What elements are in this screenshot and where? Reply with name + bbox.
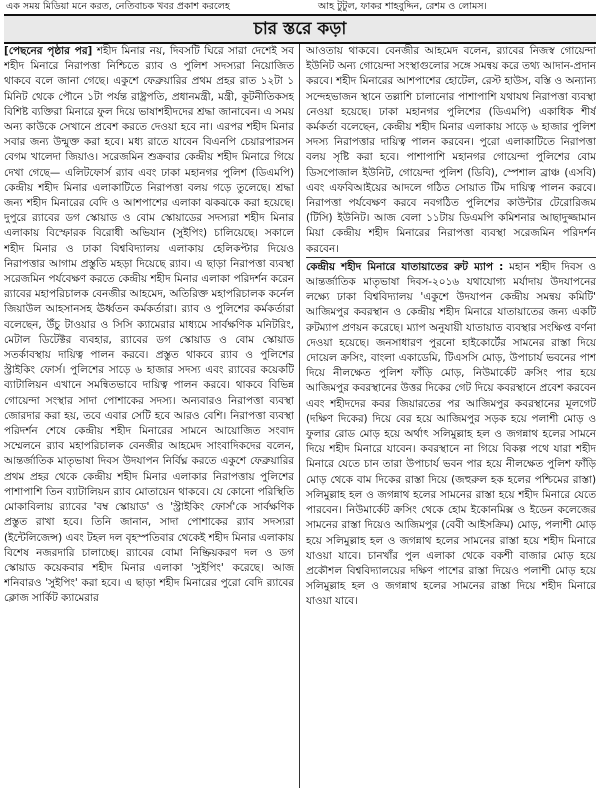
continued-tag: [পেছনের পৃষ্ঠার পর] [4,45,93,57]
left-paragraph [4,44,294,607]
article-right-column [306,44,596,790]
right-paragraph-1: আওতায় থাকবে। বেনজীর আহমেদ বলেন, র‌্যাবের নিজস্ব গোয়েন্দা ইউনিট অন্য গোয়েন্দা সংস্থাগুলোর সঙ্গে সমন্বয় করে তথ্য আদান-প্রদান করবে। শহীদ মিনারের আশপাশের হোটেল, রেস্ট হাউস, বস্তি ও অন্যান্য সন্দেহভাজন স্থানে তল্লাশি চালানোর পাশাপাশি যথাযথ নিরাপত্তা ব্যবস্থা নেওয়া হয়েছে। ঢাকা মহানগর পুলিশের (ডিএমপি) একাধিক শীর্ষ কর্মকর্তা বলেছেন, কেন্দ্রীয় শহীদ মিনার এলাকায় সাড়ে ৬ হাজার পুলিশ সদস্য নিরাপত্তার দায়িত্ব পালন করবেন। পুরো এলাকাটিতে নিরাপত্তা বলয় সৃষ্টি করা হবে। পাশাপাশি মহানগর গোয়েন্দা পুলিশের বোম ডিসপোজাল ইউনিট, গোয়েন্দা পুলিশ (ডিবি), স্পেশাল ব্রাঞ্চ (এসবি) এবং এফবিআইয়ের আদলে গঠিত সোয়াত টিম দায়িত্ব পালন করবে। নিরাপত্তা পর্যবেক্ষণ করবে নবগঠিত পুলিশের কাউন্টার টেরোরিজম (টিসি) ইউনিট। আজ বেলা ১১টায় ডিএমপি কমিশনার আছাদুজ্জামান মিয়া কেন্দ্রীয় শহীদ মিনারের নিরাপত্তা ব্যবস্থা সরেজমিন পরিদর্শন করবেন। [306,45,596,255]
column-divider [299,44,300,788]
route-map-subheading: কেন্দ্রীয় শহীদ মিনারে যাতায়াতের রুট ম্যাপ : [306,260,504,273]
top-strip-left-text: এক সময় মিডিয়া মনে করত, নেতিবাচক খবর প্রকাশ করলেহ [6,1,230,12]
headline: চার স্তরে কড়া [253,19,347,39]
article-left-column [4,44,294,790]
top-strip-right-text: আহ টুটুল, ফাকর শাহবুদ্দিন, রেশম ও লোমস। [318,1,487,12]
left-body-text: শহীদ মিনার নয়, দিবসটি ঘিরে সারা দেশেই সব শহীদ মিনারে নিরাপত্তা নিশ্চিতে র‌্যাব ও পুলিশ সদস্যরা নিয়োজিত থাকবে বলে জানা গেছে। একুশে ফেব্রুয়ারির প্রথম প্রহর রাত ১২টা ১ মিনিট থেকে পৌনে ১টা পর্যন্ত রাষ্ট্রপতি, প্রধানমন্ত্রী, মন্ত্রী, কূটনীতিকসহ বিশিষ্ট ব্যক্তিরা মিনারে ফুল দিয়ে ভাষাশহীদদের শ্রদ্ধা জানাবেন। এ সময় অন্য কাউকে সেখানে প্রবেশ করতে দেওয়া হবে না। এরপর শহীদ মিনার সবার জন্য উন্মুক্ত করা হবে। মধ্য রাতে যাবেন বিএনপি চেয়ারপারসন বেগম খালেদা জিয়াও। সরেজমিন শুক্রবার কেন্দ্রীয় শহীদ মিনারে গিয়ে দেখা গেছে— এলিটফোর্স র‌্যাব এবং ঢাকা মহানগর পুলিশ (ডিএমপি) কেন্দ্রীয় শহীদ মিনার এলাকাটিতে নিরাপত্তা বলয় গড়ে তুলেছে। শ্রদ্ধা জন্য শহীদ মিনারের বেদি ও আশপাশের এলাকা ঝকঝকে করা হয়েছে। দুপুরে র‌্যাবের ডগ স্কোয়াড ও বোম স্কোয়াডের সদস্যরা শহীদ মিনার এলাকায় বিস্ফোরক বিরোধী অভিযান (সুইপিং) চালিয়েছে। সকালে শহীদ মিনার ও ঢাকা বিশ্ববিদ্যালয় এলাকায় হেলিকপ্টার দিয়েও নিরাপত্তার আগাম প্রস্তুতি মহড়া দিয়েছে র‌্যাব। এ ছাড়া নিরাপত্তা ব্যবস্থা সরেজমিন পর্যবেক্ষণ করতে কেন্দ্রীয় শহীদ মিনার এলাকা পরিদর্শন করেন র‌্যাবের মহাপরিচালক বেনজীর আহমেদ, অতিরিক্ত মহাপরিচালক কর্নেল জিয়াউল আহসানসহ ঊর্ধ্বতন কর্মকর্তারা। র‌্যাব ও পুলিশের কর্মকর্তারা বলেছেন, উঁচু টাওয়ার ও সিসি ক্যামেরার মাধ্যমে সার্বক্ষণিক মনিটরিং, মেটাল ডিটেক্টর ব্যবহার, র‌্যাবের ডগ স্কোয়াড ও বোম স্কোয়াড সতর্কাবস্থায় দায়িত্ব পালন করবে। প্রস্তুত থাকবে র‌্যাব ও পুলিশের স্ট্রাইকিং ফোর্স। পুলিশের সাড়ে ৬ হাজার সদস্য এবং র‌্যাবের কয়েকটি ব্যাটালিয়ন এখানে সমন্বিতভাবে দায়িত্ব পালন করবে। থাকবে বিভিন্ন গোয়েন্দা সংস্থার সাদা পোশাকের সদস্য। অন্যবারও নিরাপত্তা ব্যবস্থা জোরদার করা হয়, তবে এবার সেটি হবে আরও বেশি। নিরাপত্তা ব্যবস্থা পরিদর্শন শেষে কেন্দ্রীয় শহীদ মিনারের সামনে আয়োজিত সংবাদ সম্মেলনে র‌্যাব মহাপরিচালক বেনজীর আহমেদ সাংবাদিকদের বলেন, আন্তর্জাতিক মাতৃভাষা দিবস উদযাপন নির্বিঘ্ন করতে একুশে ফেব্রুয়ারির প্রথম প্রহর থেকে কেন্দ্রীয় শহীদ মিনার এলাকার নিরাপত্তায় পুলিশের পাশাপাশি তিন ব্যাটালিয়ন র‌্যাব মোতায়েন থাকবে। যে কোনো পরিস্থিতি মোকাবিলায় র‌্যাবের 'বম্ব স্কোয়াড' ও 'স্ট্রাইকিং ফোর্স'কে সার্বক্ষণিক প্রস্তুত রাখা হবে। তিনি জানান, সাদা পোশাকের র‌্যাব সদস্যরা (ইন্টেলিজেন্স) এবং টহল দল বৃহস্পতিবার থেকেই শহীদ মিনার এলাকায় বিশেষ নজরদারি চালাচ্ছে। র‌্যাবের বোমা নিষ্ক্রিয়করণ দল ও ডগ স্কোয়াড কয়েকবার শহীদ মিনার এলাকা 'সুইপিং' করেছে। আজ শনিবারও 'সুইপিং' করা হবে। এ ছাড়া শহীদ মিনারের পুরো বেদি র‌্যাবের ক্লোজ সার্কিট ক্যামেরার [4,45,294,605]
route-map-body-text: মহান শহীদ দিবস ও আন্তর্জাতিক মাতৃভাষা দিবস-২০১৬ যথাযোগ্য মর্যাদায় উদযাপনের লক্ষ্যে ঢাকা বিশ্ববিদ্যালয় 'একুশে উদযাপন কেন্দ্রীয় সমন্বয় কমিটি' আজিমপুর কবরস্থান ও কেন্দ্রীয় শহীদ মিনারে যাতায়াতের জন্য একটি রুটম্যাপ প্রণয়ন করেছে। ম্যাপ অনুযায়ী যাতায়াত ব্যবস্থার সংক্ষিপ্ত বর্ণনা দেওয়া হয়েছে। জনসাধারণ পুরনো হাইকোর্টের সামনের রাস্তা দিয়ে দোয়েল ক্রসিং, বাংলা একাডেমি, টিএসসি মোড়, উপাচার্য ভবনের পাশ দিয়ে নীলক্ষেত পুলিশ ফাঁড়ি মোড়, নিউমার্কেট ক্রসিং পার হয়ে আজিমপুর কবরস্থানের উত্তর দিকের গেট দিয়ে কবরস্থানে প্রবেশ করবেন এবং শহীদদের কবর জিয়ারতের পর আজিমপুর কবরস্থানের মূলগেট (দক্ষিণ দিকের) দিয়ে বের হয়ে আজিমপুর সড়ক হয়ে পলাশী মোড় ও ফুলার রোড মোড় হয়ে অর্থাৎ সলিমুল্লাহ হল ও জগন্নাথ হলের সামনে দিয়ে শহীদ মিনারে যাবেন। কবরস্থানে না গিয়ে বিকল্প পথে যারা শহীদ মিনারে যেতে চান তারা উপাচার্য ভবন পার হয়ে নীলক্ষেত পুলিশ ফাঁড়ি মোড় থেকে বাম দিকের রাস্তা দিয়ে (জহুরুল হক হলের পশ্চিমের রাস্তা) সলিমুল্লাহ হল ও জগন্নাথ হলের সামনের রাস্তা হয়ে শহীদ মিনারে যেতে পারবেন। নিউমার্কেট ক্রসিং থেকে হোম ইকোনমিক্স ও ইডেন কলেজের সামনের রাস্তা দিয়েও আজিমপুর (বেবী আইসক্রিম) মোড়, পলাশী মোড় হয়ে সলিমুল্লাহ হল ও জগন্নাথ হলের সামনের রাস্তা হয়ে শহীদ মিনারে যাওয়া যাবে। চানখাঁর পুল এলাকা থেকে বকশী বাজার মোড় হয়ে প্রকৌশল বিশ্ববিদ্যালয়ের দক্ষিণ পাশের রাস্তা দিয়েও পলাশী মোড় হয়ে সলিমুল্লাহ হল ও জগন্নাথ হলের সামনের রাস্তা দিয়ে শহীদ মিনারে যাওয়া যাবে। [306,260,596,608]
headline-banner [4,14,596,44]
top-strip [0,0,600,14]
route-map-paragraph [306,257,596,610]
